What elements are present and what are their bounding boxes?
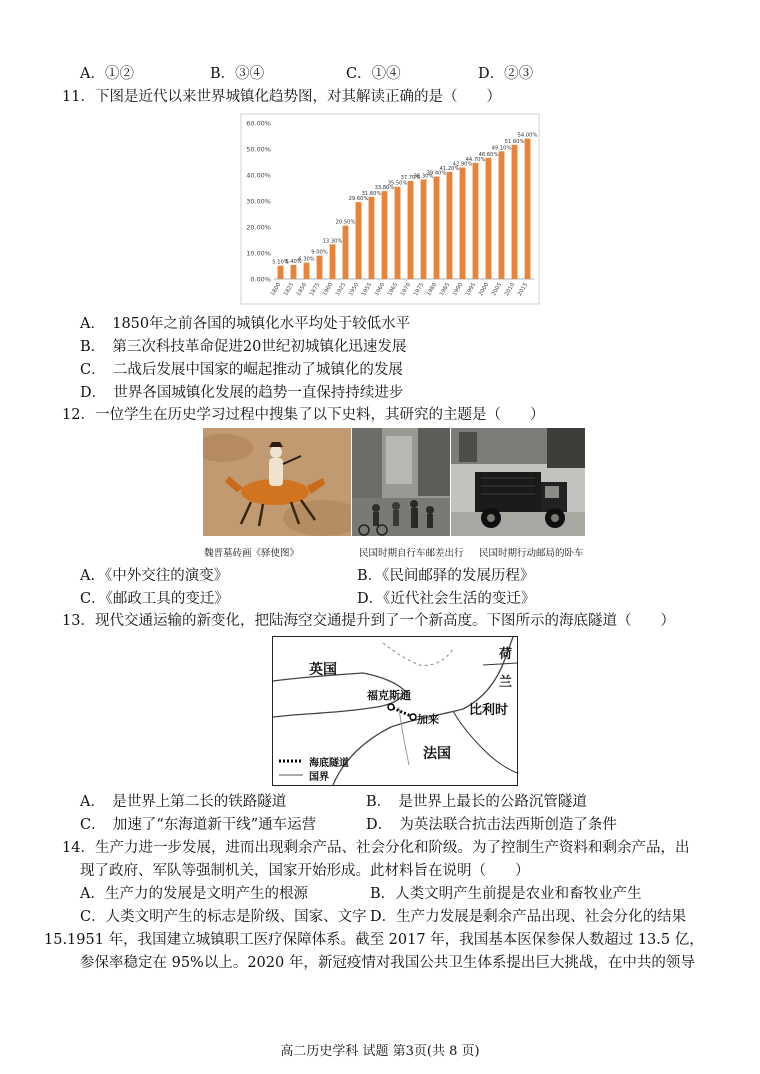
caption-truck: 民国时期行动邮局的卧车 xyxy=(479,548,584,559)
bar xyxy=(369,197,375,279)
bar-data-label: 5.10% xyxy=(272,259,289,266)
bar-data-label: 51.60% xyxy=(504,138,525,145)
q13-stem: 13．现代交通运输的新变化，把陆海空交通提升到了一个新高度。下图所示的海底隧道（ ） xyxy=(62,613,675,629)
bar-data-label: 42.90% xyxy=(452,161,473,168)
q13-option-c: C． 加速了“东海道新干线”通车运营 xyxy=(80,817,317,833)
urbanization-chart-svg xyxy=(240,113,540,305)
urbanization-chart xyxy=(240,113,540,305)
map-label-calais: 加来 xyxy=(417,713,439,726)
q13-option-b: B． 是世界上最长的公路沉管隧道 xyxy=(366,794,587,810)
q11-option-d: D． 世界各国城镇化发展的趋势一直保持持续进步 xyxy=(80,385,404,401)
q11-option-c: C． 二战后发展中国家的崛起推动了城镇化的发展 xyxy=(80,362,403,378)
bar-data-label: 41.20% xyxy=(439,165,460,172)
x-tick-label: 2015 xyxy=(517,282,530,298)
bar xyxy=(434,177,440,279)
q14-stem-line1: 14．生产力进一步发展，进而出现剩余产品、社会分化和阶级。为了控制生产资料和剩余产品，出 xyxy=(62,840,690,856)
x-tick-label: 1955 xyxy=(361,282,374,298)
bar xyxy=(395,187,401,279)
x-tick-label: 1975 xyxy=(413,282,426,298)
bar xyxy=(486,158,492,279)
q14-stem-line2: 现了政府、军队等强制机关，国家开始形成。此材料旨在说明（ ） xyxy=(80,863,530,879)
bar-data-label: 31.60% xyxy=(361,190,382,197)
x-tick-label: 1985 xyxy=(439,282,452,298)
bar-data-label: 9.00% xyxy=(311,249,328,256)
bar-data-label: 33.80% xyxy=(374,185,395,192)
bar-data-label: 13.30% xyxy=(322,238,343,245)
bar xyxy=(473,163,479,279)
q14-option-b: B．人类文明产生前提是农业和畜牧业产生 xyxy=(370,886,642,902)
bar xyxy=(499,151,505,279)
map-legend-tunnel: 海底隧道 xyxy=(309,758,349,769)
bar-data-label: 54.00% xyxy=(517,132,538,139)
mail-truck-photo xyxy=(451,428,585,536)
x-tick-label: 1950 xyxy=(348,282,361,298)
map-legend-border: 国界 xyxy=(309,772,329,783)
caption-mural: 魏晋墓砖画《驿使图》 xyxy=(204,548,300,559)
q10-option-d: D．②③ xyxy=(478,66,534,82)
map-label-folkestone: 福克斯通 xyxy=(367,689,411,702)
channel-tunnel-map xyxy=(272,636,518,786)
x-tick-label: 1960 xyxy=(374,282,387,298)
map-label-netherlands-1: 荷 xyxy=(499,647,513,662)
x-tick-label: 1900 xyxy=(322,282,335,298)
map-label-netherlands-2: 兰 xyxy=(499,675,513,690)
bar xyxy=(278,266,284,279)
bar-data-label: 35.50% xyxy=(387,180,408,187)
q10-option-c: C．①④ xyxy=(346,66,401,82)
x-tick-label: 2010 xyxy=(504,282,517,298)
chart-frame xyxy=(241,114,539,304)
q11-option-b: B． 第三次科技革命促进20世纪初城镇化迅速发展 xyxy=(80,339,407,355)
bar-data-label: 29.60% xyxy=(348,196,369,203)
q13-option-a: A． 是世界上第二长的铁路隧道 xyxy=(80,794,287,810)
q12-option-a: A．《中外交往的演变》 xyxy=(80,568,229,584)
x-tick-label: 1990 xyxy=(452,282,465,298)
q12-option-c: C．《邮政工具的变迁》 xyxy=(80,591,229,607)
street-cyclist-photo xyxy=(352,428,450,536)
y-tick-label: 30.00% xyxy=(246,197,271,206)
caption-cyclist: 民国时期自行车邮差出行 xyxy=(359,548,464,559)
bar xyxy=(291,265,297,279)
y-tick-label: 20.00% xyxy=(246,223,271,232)
q12-option-b: B．《民间邮驿的发展历程》 xyxy=(357,568,535,584)
bar xyxy=(356,202,362,279)
x-tick-label: 1965 xyxy=(387,282,400,298)
q15-line1: 15.1951 年，我国建立城镇职工医疗保障体系。截至 2017 年，我国基本医保参保人数超过 13.5 亿， xyxy=(44,932,704,948)
y-tick-label: 50.00% xyxy=(246,145,271,154)
y-tick-label: 60.00% xyxy=(246,119,271,128)
x-tick-label: 2000 xyxy=(478,282,491,298)
q12-option-d: D．《近代社会生活的变迁》 xyxy=(357,591,536,607)
bar-data-label: 5.40% xyxy=(285,258,302,265)
x-tick-label: 1980 xyxy=(426,282,439,298)
bar xyxy=(447,172,453,279)
q14-option-a: A．生产力的发展是文明产生的根源 xyxy=(80,886,308,902)
y-tick-label: 0.00% xyxy=(250,275,271,284)
bar-data-label: 49.10% xyxy=(491,145,512,152)
bar-data-label: 44.70% xyxy=(465,156,486,163)
q11-stem: 11．下图是近代以来世界城镇化趋势图，对其解读正确的是（ ） xyxy=(62,89,501,105)
x-tick-label: 1995 xyxy=(465,282,478,298)
bar xyxy=(460,167,466,279)
map-label-france: 法国 xyxy=(423,746,451,762)
bar xyxy=(408,181,414,279)
y-tick-label: 40.00% xyxy=(246,171,271,180)
bar xyxy=(512,145,518,279)
page-footer: 高二历史学科 试题 第3页(共 8 页) xyxy=(280,1044,480,1059)
bar xyxy=(382,191,388,279)
x-tick-label: 1875 xyxy=(309,282,322,298)
y-tick-label: 10.00% xyxy=(246,249,271,258)
x-tick-label: 1925 xyxy=(335,282,348,298)
q10-option-a: A．①② xyxy=(80,66,134,82)
q12-stem: 12．一位学生在历史学习过程中搜集了以下史料，其研究的主题是（ ） xyxy=(62,407,545,423)
bar-data-label: 46.60% xyxy=(478,151,499,158)
q14-option-c: C．人类文明产生的标志是阶级、国家、文字 xyxy=(80,909,367,925)
bar xyxy=(304,263,310,279)
bar xyxy=(317,256,323,279)
q15-line2: 参保率稳定在 95%以上。2020 年，新冠疫情对我国公共卫生体系提出巨大挑战，在中共的领导 xyxy=(80,955,695,971)
bar xyxy=(421,179,427,279)
x-tick-label: 2005 xyxy=(491,282,504,298)
mural-postman-image xyxy=(203,428,351,536)
map-label-england: 英国 xyxy=(309,662,337,678)
x-tick-label: 1825 xyxy=(283,282,296,298)
x-tick-label: 1800 xyxy=(270,282,283,298)
x-tick-label: 1970 xyxy=(400,282,413,298)
bar-data-label: 37.70% xyxy=(400,174,421,181)
q11-option-a: A． 1850年之前各国的城镇化水平均处于较低水平 xyxy=(80,316,411,332)
x-tick-label: 1850 xyxy=(296,282,309,298)
bar xyxy=(330,244,336,279)
q14-option-d: D．生产力发展是剩余产品出现、社会分化的结果 xyxy=(370,909,687,925)
bar xyxy=(525,139,531,279)
bar xyxy=(343,226,349,279)
q13-option-d: D． 为英法联合抗击法西斯创造了条件 xyxy=(366,817,617,833)
bar-data-label: 6.30% xyxy=(298,256,315,263)
bar-data-label: 38.30% xyxy=(413,173,434,180)
bar-data-label: 20.50% xyxy=(335,219,356,226)
q10-option-b: B．③④ xyxy=(210,66,265,82)
bar-data-label: 39.40% xyxy=(426,170,447,177)
map-label-belgium: 比利时 xyxy=(469,703,509,718)
